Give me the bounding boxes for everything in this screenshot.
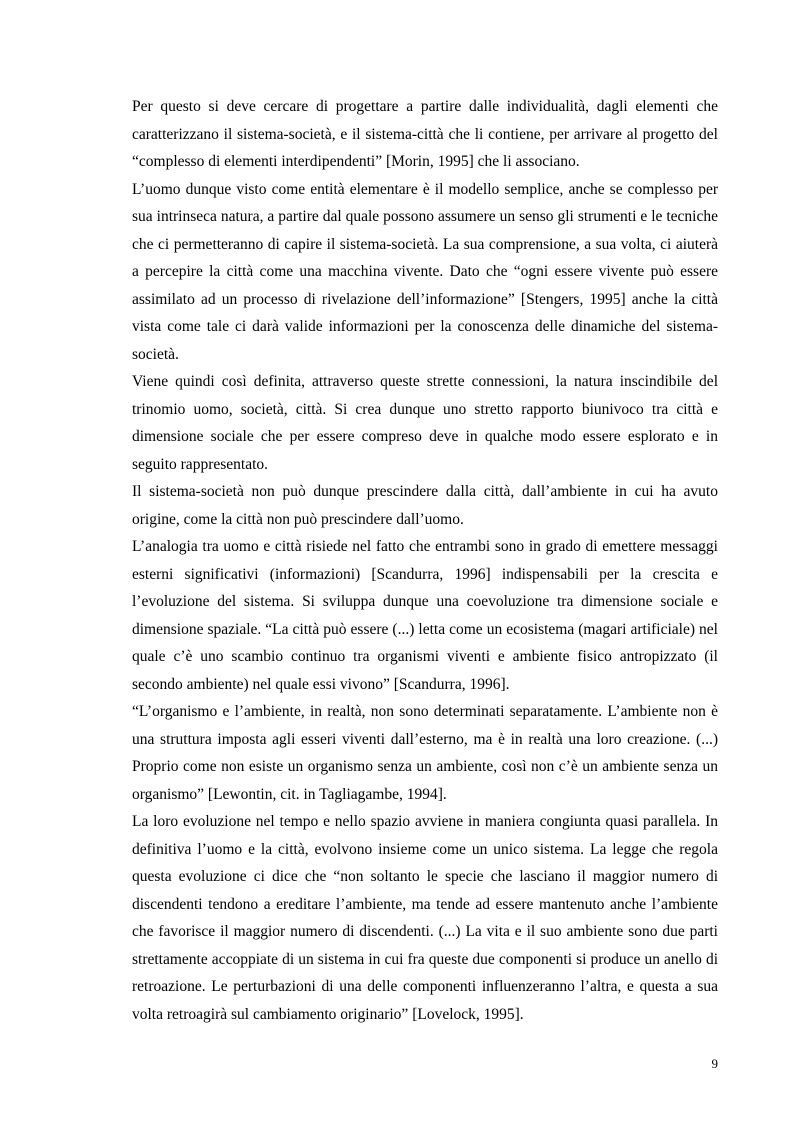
paragraph-organismo-ambiente: “L’organismo e l’ambiente, in realtà, non sono determinati separatamente. L’ambiente non è una struttura imposta agli esseri viventi dall’esterno, ma è in realtà una loro creazione. (...) Proprio come non esiste un organismo senza un ambiente, così non c’è un ambiente senza un organismo” [Lewontin, cit. in Tagliagambe, 1994]. [132, 703, 718, 803]
paragraph-sistema-societa: Il sistema-società non può dunque prescindere dalla città, dall’ambiente in cui ha avuto origine, come la città non può prescindere dall’uomo. [132, 483, 718, 528]
paragraph-analogia: L’analogia tra uomo e città risiede nel fatto che entrambi sono in grado di emettere messaggi esterni significativi (informazioni) [Scandurra, 1996] indispensabili per la crescita e l’evoluzione del sistema. Si sviluppa dunque una coevoluzione tra dimensione sociale e dimensione spaziale. “La città può essere (...) letta come un ecosistema (magari artificiale) nel quale c’è uno scambio continuo tra organismi viventi e ambiente fisico antropizzato (il secondo ambiente) nel quale essi vivono” [Scandurra, 1996]. [132, 538, 718, 693]
page-number: 9 [711, 1056, 718, 1071]
paragraph-progettare: Per questo si deve cercare di progettare a partire dalle individualità, dagli elementi che caratterizzano il sistema-società, e il sistema-città che li contiene, per arrivare al progetto del “complesso di elementi interdipendenti” [Morin, 1995] che li associano. [132, 98, 718, 170]
paragraph-evoluzione: La loro evoluzione nel tempo e nello spazio avviene in maniera congiunta quasi parallela. In definitiva l’uomo e la città, evolvono insieme come un unico sistema. La legge che regola questa evoluzione ci dice che “non soltanto le specie che lasciano il maggior numero di discendenti tendono a ereditare l’ambiente, ma tende ad essere mantenuto anche l’ambiente che favorisce il maggior numero di discendenti. (...) La vita e il suo ambiente sono due parti strettamente accoppiate di un sistema in cui fra queste due componenti si produce un anello di retroazione. Le perturbazioni di una delle componenti influenzeranno l’altra, e questa a sua volta retroagirà sul cambiamento originario” [Lovelock, 1995]. [132, 813, 718, 1023]
paragraph-uomo-entita: L’uomo dunque visto come entità elementare è il modello semplice, anche se complesso per sua intrinseca natura, a partire dal quale possono assumere un senso gli strumenti e le tecniche che ci permetteranno di capire il sistema-società. La sua comprensione, a sua volta, ci aiuterà a percepire la città come una macchina vivente. Dato che “ogni essere vivente può essere assimilato ad un processo di rivelazione dell’informazione” [Stengers, 1995] anche la città vista come tale ci darà valide informazioni per la conoscenza delle dinamiche del sistema-società. [132, 180, 718, 363]
page-body [132, 93, 718, 1028]
paragraph-trinomio: Viene quindi così definita, attraverso queste strette connessioni, la natura inscindibile del trinomio uomo, società, città. Si crea dunque uno stretto rapporto biunivoco tra città e dimensione sociale che per essere compreso deve in qualche modo essere esplorato e in seguito rappresentato. [132, 373, 718, 473]
